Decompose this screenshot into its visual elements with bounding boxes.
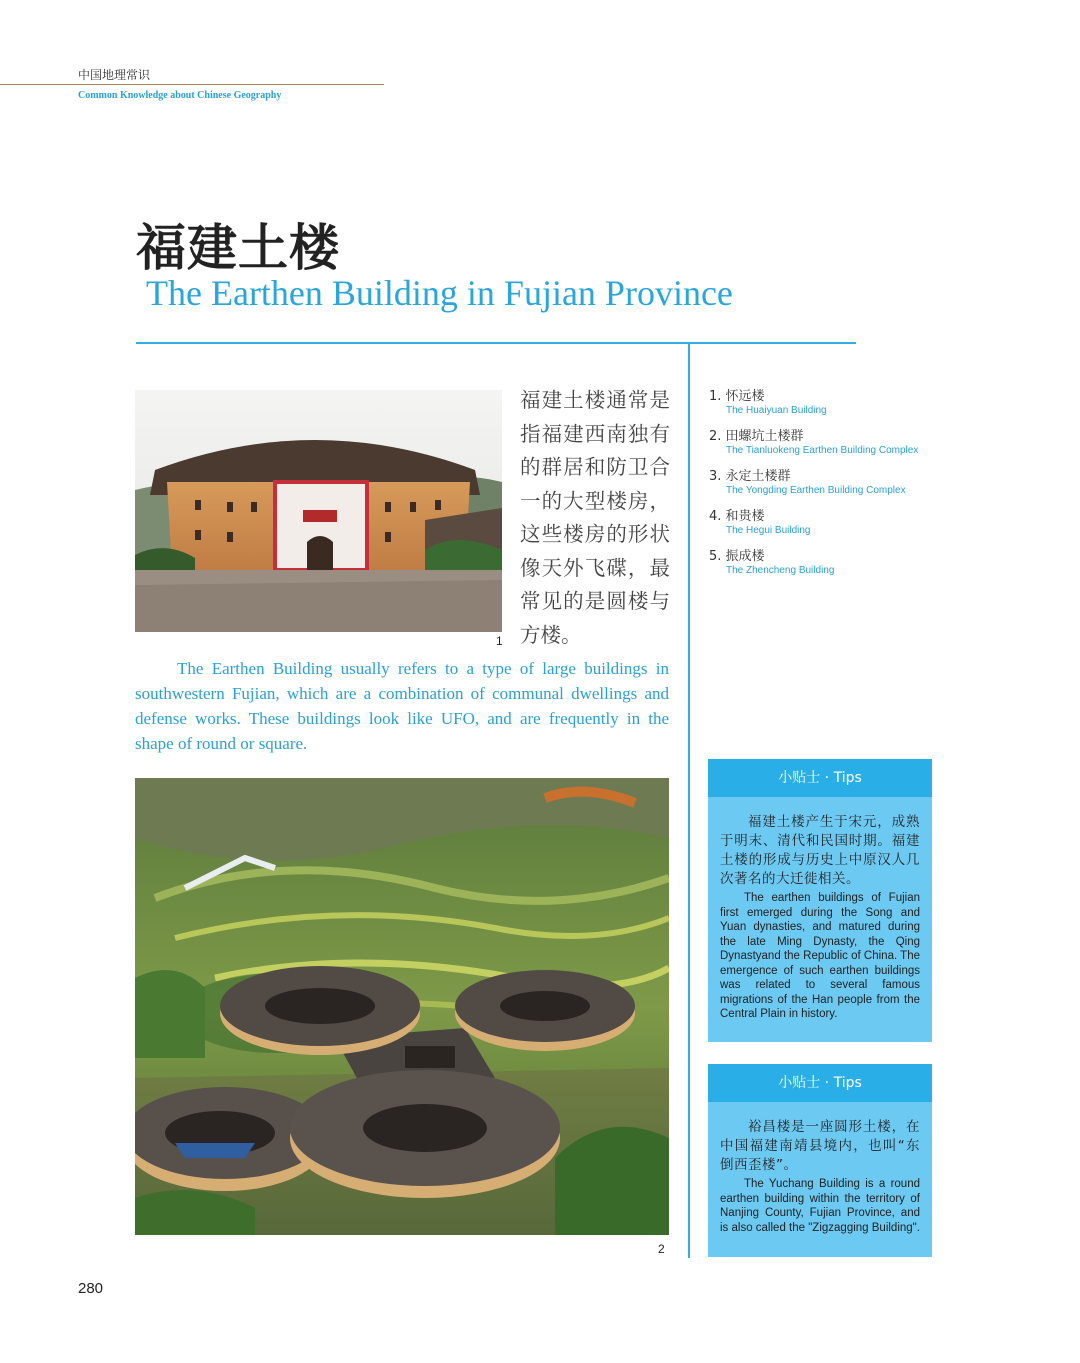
list-item-en: The Zhencheng Building [726,565,835,576]
tip-box-1 [708,759,932,1042]
list-item-en: The Tianluokeng Earthen Building Complex [726,445,919,456]
photo-tianluokeng-complex [135,778,669,1235]
list-item [709,549,939,577]
column-divider [688,344,690,1258]
photo-huaiyuan-building [135,390,502,632]
title-divider [136,342,856,344]
tip-box-2 [708,1064,932,1257]
list-item-cn: 3. 永定土楼群 [709,469,791,484]
body-text-cn: 福建土楼通常是指福建西南独有的群居和防卫合一的大型楼房，这些楼房的形状像天外飞碟，最常见的是圆楼与方楼。 [520,388,670,647]
list-item [709,429,939,457]
photo-caption-1: 1 [496,634,503,648]
tip-body [708,1102,932,1243]
list-item [709,389,939,417]
tip-body [708,797,932,1030]
running-header-en: Common Knowledge about Chinese Geography [78,90,282,101]
tip-heading: 小贴士 · Tips [708,1064,932,1102]
list-item [709,469,939,497]
list-item-cn: 2. 田螺坑土楼群 [709,429,804,444]
tip-text-en: The earthen buildings of Fujian first emerged during the Song and Yuan dynasties, and matured during the late Ming Dynasty, the Qing Dynastyand the Republic of China. The emergence of such earthen buildings was related to several famous migrations of the Han people from the Central Plain in history. [720,892,920,1020]
page-title-cn: 福建土楼 [136,218,340,277]
list-item [709,509,939,537]
list-item-cn: 4. 和贵楼 [709,509,765,524]
header-divider [0,84,384,85]
running-header-cn: 中国地理常识 [78,68,151,82]
list-item-cn: 5. 振成楼 [709,549,765,564]
tip-text-en: The Yuchang Building is a round earthen building within the territory of Nanjing County, Fujian Province, and is also called the "Zigzagging Building". [720,1178,920,1234]
list-item-en: The Yongding Earthen Building Complex [726,485,906,496]
body-text-en: The Earthen Building usually refers to a type of large buildings in southwestern Fujian, which are a combination of communal dwellings and defense works. These buildings look like UFO, and are frequently in the shape of round or square. [135,659,669,753]
tip-text-cn: 裕昌楼是一座圆形土楼，在中国福建南靖县境内，也叫“东倒西歪楼”。 [720,1119,920,1173]
tip-heading: 小贴士 · Tips [708,759,932,797]
page-title-en: The Earthen Building in Fujian Province [146,273,733,313]
list-item-cn: 1. 怀远楼 [709,389,765,404]
tip-text-cn: 福建土楼产生于宋元，成熟于明末、清代和民国时期。福建土楼的形成与历史上中原汉人几次著名的大迁徙相关。 [720,814,920,887]
caption-list [709,389,939,589]
photo-caption-2: 2 [658,1242,665,1256]
list-item-en: The Huaiyuan Building [726,405,827,416]
list-item-en: The Hegui Building [726,525,811,536]
page-number: 280 [78,1280,104,1297]
